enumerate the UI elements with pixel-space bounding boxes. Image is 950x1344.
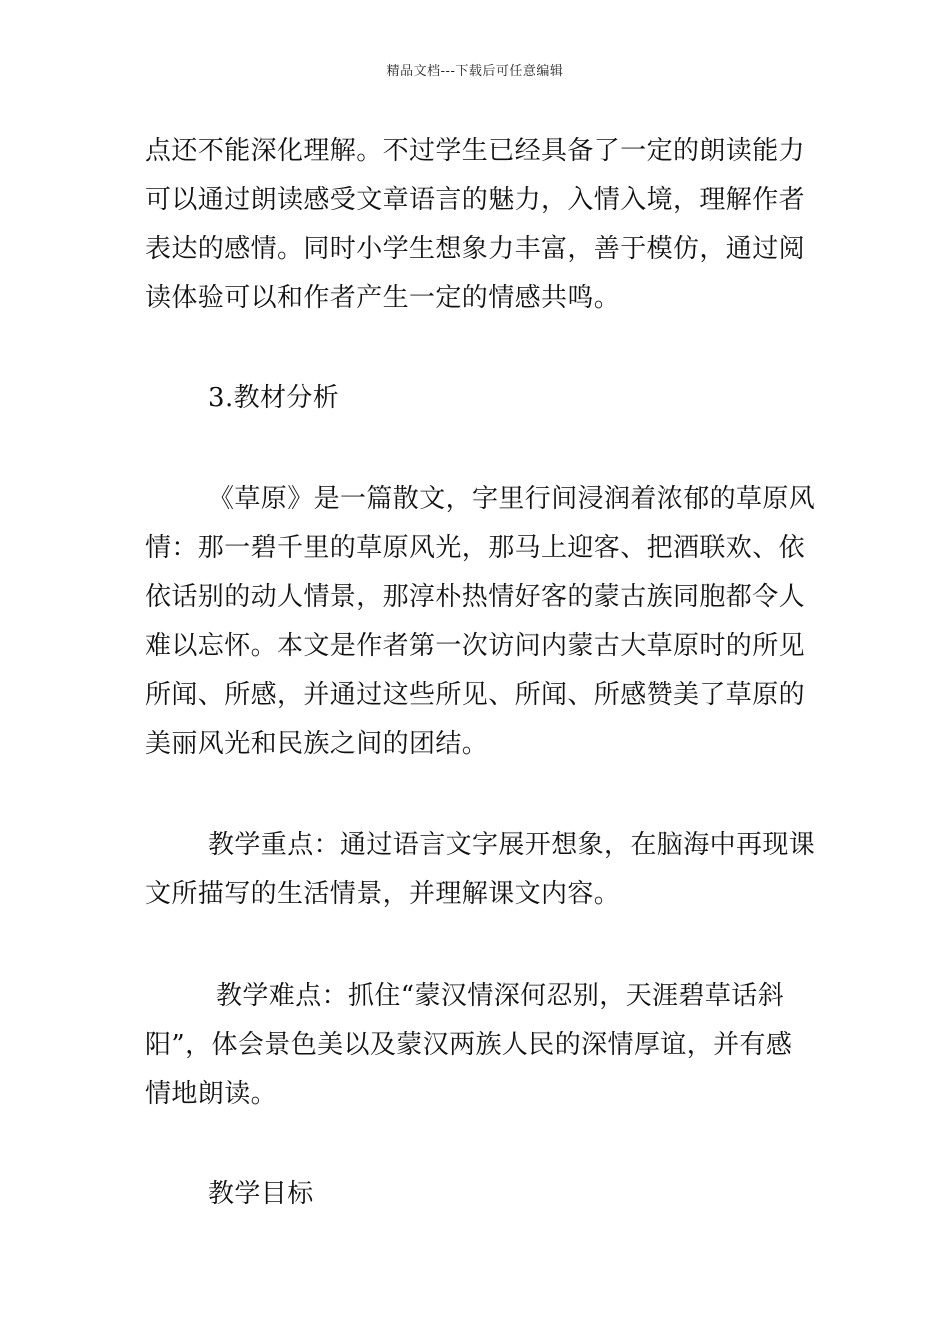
paragraph-line: 难以忘怀。本文是作者第一次访问内蒙古大草原时的所见 <box>145 631 806 661</box>
paragraph-line: 情：那一碧千里的草原风光，那马上迎客、把酒联欢、依 <box>145 533 806 563</box>
paragraph-line: 可以通过朗读感受文章语言的魅力，入情入境，理解作者 <box>145 185 806 215</box>
section-heading-teaching-goals: 教学目标 <box>208 1179 314 1209</box>
paragraph-line: 教学重点：通过语言文字展开想象，在脑海中再现课 <box>208 830 816 860</box>
paragraph-line: 阳”，体会景色美以及蒙汉两族人民的深情厚谊，并有感 <box>145 1030 793 1060</box>
paragraph-line: 所闻、所感，并通过这些所见、所闻、所感赞美了草原的 <box>145 680 806 710</box>
section-heading-textbook-analysis: 3.教材分析 <box>208 383 340 413</box>
paragraph-line: 《草原》是一篇散文，字里行间浸润着浓郁的草原风 <box>208 484 816 514</box>
paragraph-line: 依话别的动人情景，那淳朴热情好客的蒙古族同胞都令人 <box>145 582 806 612</box>
paragraph-line: 美丽风光和民族之间的团结。 <box>145 729 489 759</box>
paragraph-line: 情地朗读。 <box>145 1079 278 1109</box>
paragraph-line: 点还不能深化理解。不过学生已经具备了一定的朗读能力 <box>145 136 806 166</box>
paragraph-line: 表达的感情。同时小学生想象力丰富，善于模仿，通过阅 <box>145 234 806 264</box>
paragraph-line: 文所描写的生活情景，并理解课文内容。 <box>145 879 621 909</box>
paragraph-line: 教学难点：抓住“蒙汉情深何忍别，天涯碧草话斜 <box>216 981 785 1011</box>
page-header: 精品文档---下载后可任意编辑 <box>386 64 564 79</box>
paragraph-line: 读体验可以和作者产生一定的情感共鸣。 <box>145 283 621 313</box>
